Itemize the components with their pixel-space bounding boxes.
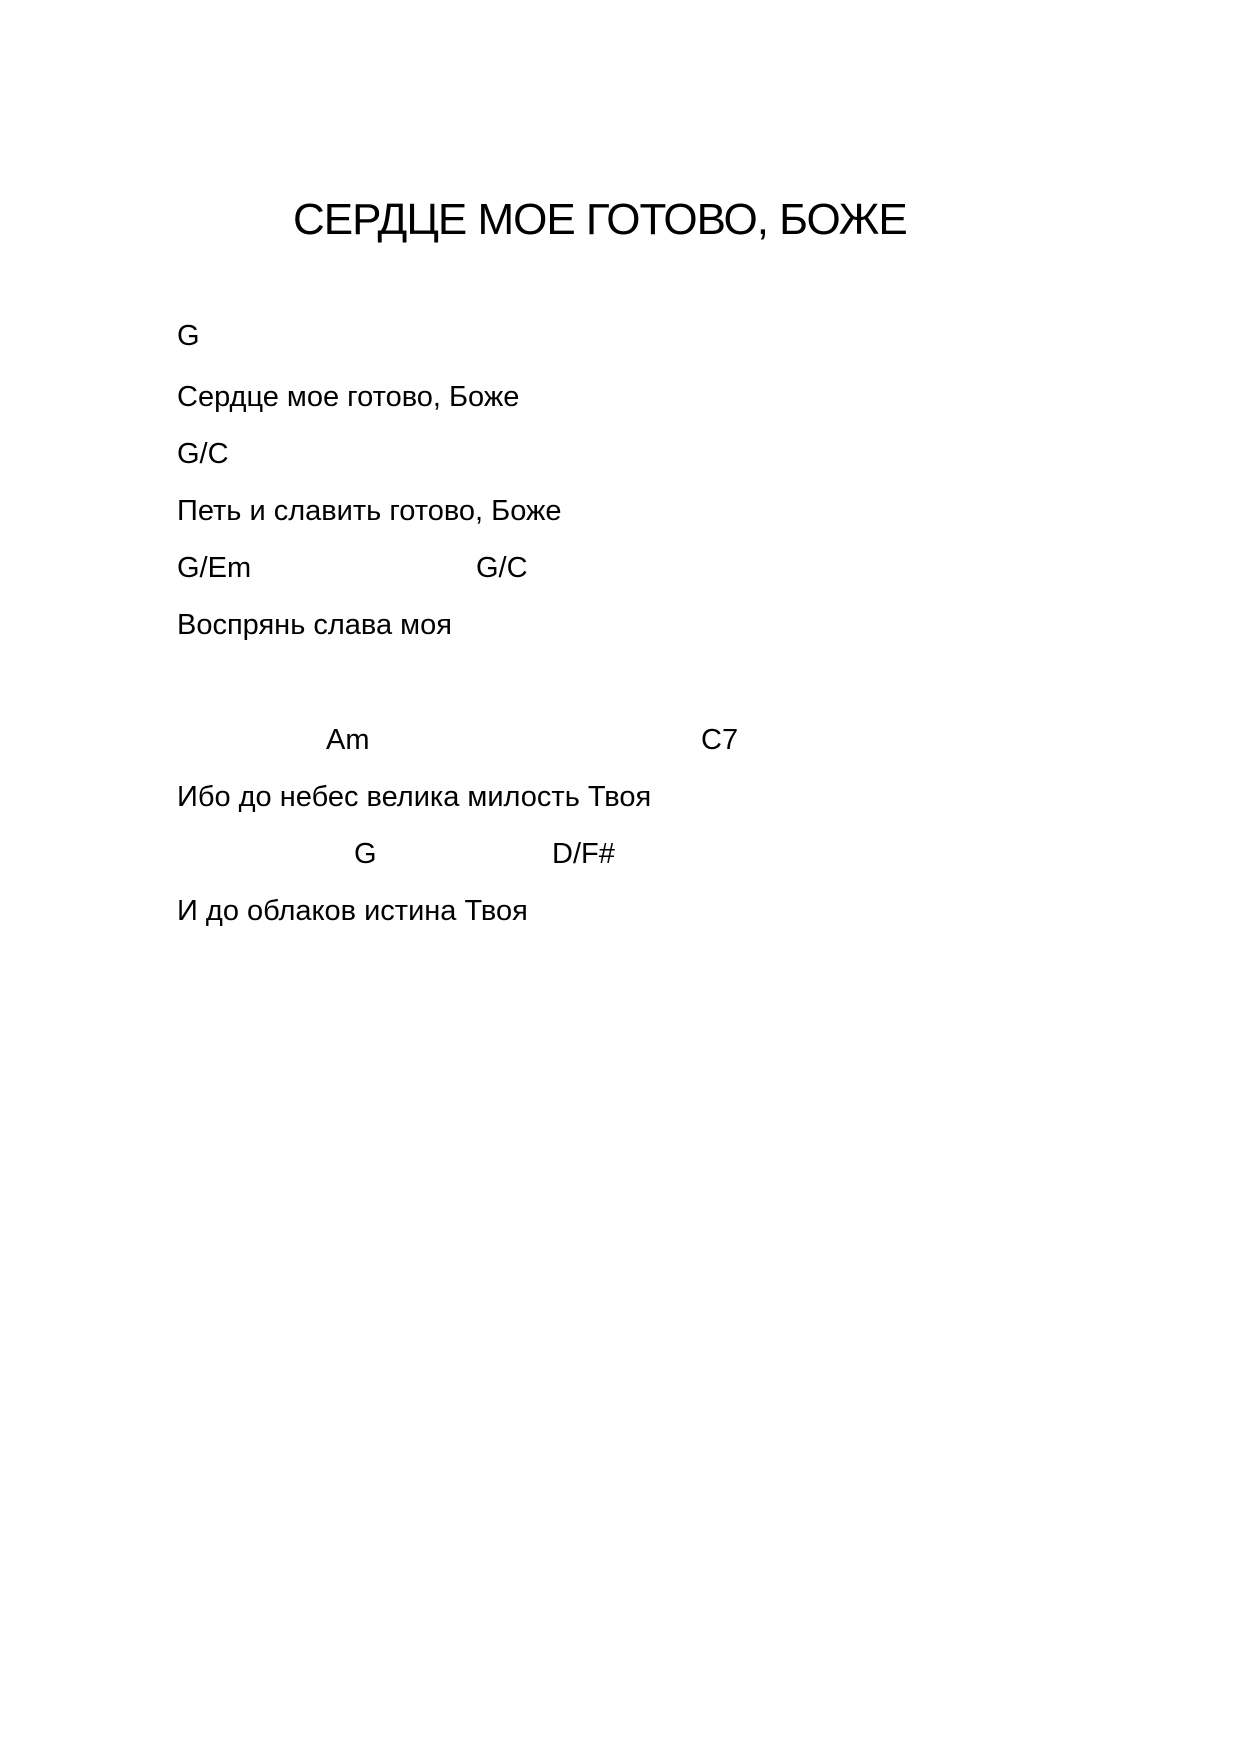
chord-line-4 [177, 722, 1077, 758]
lyric-line-1: Сердце мое готово, Боже [177, 381, 520, 413]
lyric-line-4: Ибо до небес велика милость Твоя [177, 781, 652, 813]
chord: Am [326, 724, 370, 756]
chord: G [354, 838, 377, 870]
song-title: СЕРДЦЕ МОЕ ГОТОВО, БОЖЕ [293, 195, 907, 244]
lyric-line-3: Воспрянь слава моя [177, 609, 452, 641]
chord: G/Em [177, 552, 252, 584]
chord: G/C [177, 438, 229, 470]
chord-line-2 [177, 436, 1077, 472]
chord-line-3 [177, 550, 1077, 586]
chord: D/F# [552, 838, 615, 870]
chord-line-5 [177, 836, 1077, 872]
lyric-line-5: И до облаков истина Твоя [177, 895, 528, 927]
chord: C7 [701, 724, 739, 756]
chord: G/C [476, 552, 528, 584]
lyric-line-2: Петь и славить готово, Боже [177, 495, 562, 527]
chord-line-1 [177, 318, 1077, 354]
chord: G [177, 320, 200, 352]
